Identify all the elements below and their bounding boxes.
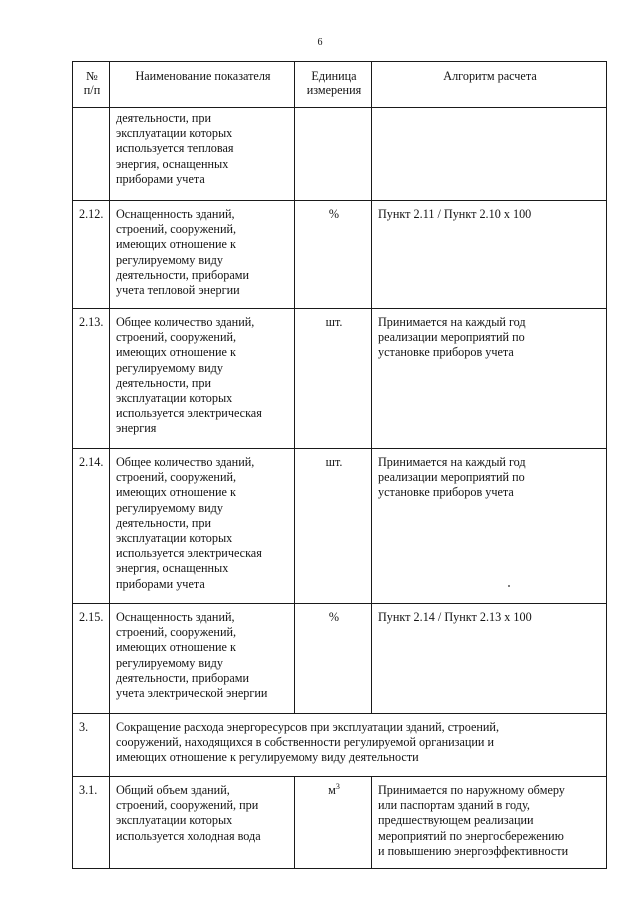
row-unit: % <box>295 604 372 714</box>
row-num <box>73 108 110 201</box>
header-unit: Единица измерения <box>295 62 372 108</box>
row-unit <box>295 108 372 201</box>
table-row <box>73 777 607 869</box>
section-num: 3. <box>73 714 110 777</box>
row-unit: шт. <box>295 449 372 604</box>
row-unit: % <box>295 201 372 309</box>
section-title: Сокращение расхода энергоресурсов при эксплуатации зданий, строений, сооружений, находящихся в собственности регулируемой организации и имеющих отношение к регулируемому виду деятельности <box>110 714 607 777</box>
header-num: № п/п <box>73 62 110 108</box>
row-num: 2.14. <box>73 449 110 604</box>
unit-base: м <box>328 783 336 797</box>
row-name: Общее количество зданий, строений, сооружений, имеющих отношение к регулируемому виду деятельности, при эксплуатации которых используется электрическая энергия, оснащенных приборами учета <box>110 449 295 604</box>
unit-superscript: 3 <box>335 781 340 791</box>
row-num: 2.13. <box>73 309 110 449</box>
row-num: 3.1. <box>73 777 110 869</box>
table-header-row <box>73 62 607 108</box>
row-num: 2.12. <box>73 201 110 309</box>
indicators-table <box>72 61 607 869</box>
row-algorithm <box>372 108 607 201</box>
table-row <box>73 108 607 201</box>
row-algorithm: Пункт 2.11 / Пункт 2.10 x 100 <box>372 201 607 309</box>
row-unit: шт. <box>295 309 372 449</box>
row-algorithm: Пункт 2.14 / Пункт 2.13 x 100 <box>372 604 607 714</box>
row-algorithm: Принимается по наружному обмеру или паспортам зданий в году, предшествующем реализации мероприятий по энергосбережению и повышению энергоэффективности <box>372 777 607 869</box>
row-unit <box>295 777 372 869</box>
table-row <box>73 604 607 714</box>
header-algorithm: Алгоритм расчета <box>372 62 607 108</box>
table-row <box>73 201 607 309</box>
row-name: Общее количество зданий, строений, сооружений, имеющих отношение к регулируемому виду деятельности, при эксплуатации которых используется электрическая энергия <box>110 309 295 449</box>
section-row <box>73 714 607 777</box>
row-algorithm: Принимается на каждый год реализации мероприятий по установке приборов учета <box>372 309 607 449</box>
row-name: деятельности, при эксплуатации которых используется тепловая энергия, оснащенных приборами учета <box>110 108 295 201</box>
row-name: Оснащенность зданий, строений, сооружений, имеющих отношение к регулируемому виду деятельности, приборами учета тепловой энергии <box>110 201 295 309</box>
scan-speck <box>508 585 510 587</box>
row-name: Общий объем зданий, строений, сооружений, при эксплуатации которых используется холодная вода <box>110 777 295 869</box>
table-row <box>73 309 607 449</box>
page-number: 6 <box>317 37 323 48</box>
row-num: 2.15. <box>73 604 110 714</box>
row-algorithm: Принимается на каждый год реализации мероприятий по установке приборов учета <box>372 449 607 604</box>
row-name: Оснащенность зданий, строений, сооружений, имеющих отношение к регулируемому виду деятельности, приборами учета электрической энергии <box>110 604 295 714</box>
header-name: Наименование показателя <box>110 62 295 108</box>
table-row <box>73 449 607 604</box>
